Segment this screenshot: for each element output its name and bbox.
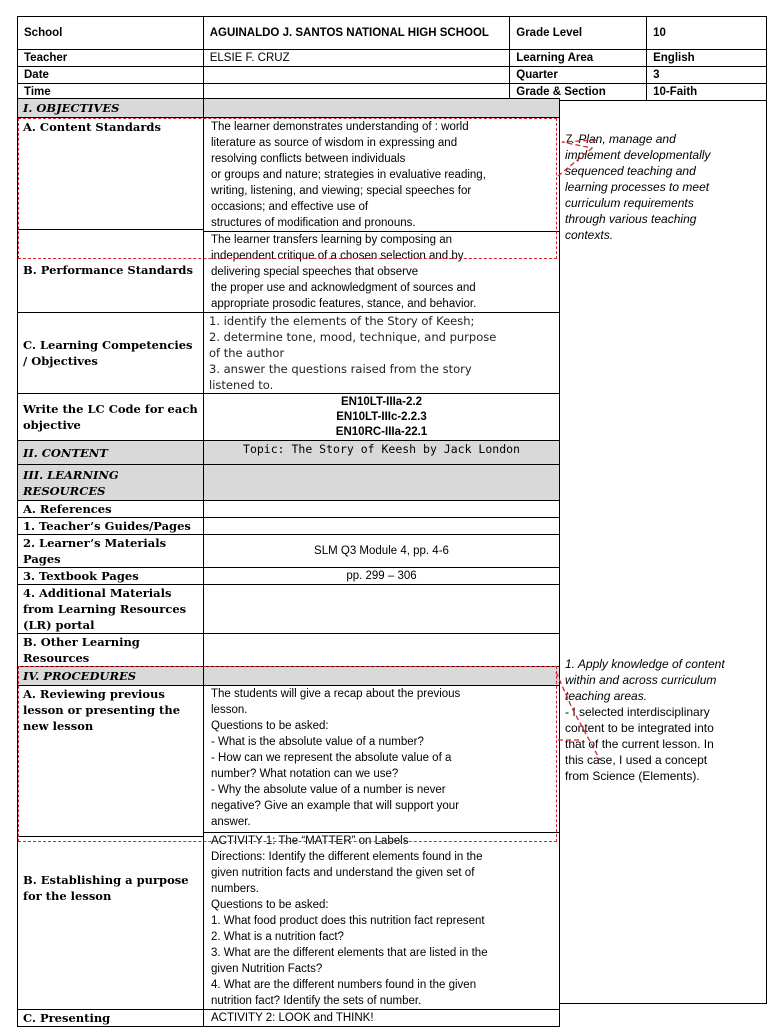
grade-level-value: 10 — [647, 17, 767, 50]
date-label: Date — [18, 67, 204, 84]
additional-materials-label: 4. Additional Materials from Learning Resources (LR) portal — [18, 585, 204, 634]
references-label: A. References — [18, 501, 204, 518]
textbook-label: 3. Textbook Pages — [18, 568, 204, 585]
learners-materials-label: 2. Learner’s Materials Pages — [18, 535, 204, 568]
annotation-box-content-standards — [18, 118, 557, 259]
procedures-heading: IV. PROCEDURES — [18, 667, 204, 686]
header-table — [17, 16, 767, 101]
annotation-note-apply: 1. Apply knowledge of content within and across curriculum teaching areas. - I selected interdisciplinary content to be integrated into that of the current lesson. In this case, I used a concept from Science (Elements). — [565, 657, 725, 783]
grade-level-label: Grade Level — [510, 17, 647, 50]
lc-codes: EN10LT-IIIa-2.2 EN10LT-IIIc-2.2.3 EN10RC-IIIa-22.1 — [204, 394, 560, 441]
teacher-value: ELSIE F. CRUZ — [203, 50, 510, 67]
quarter-value: 3 — [647, 67, 767, 84]
objectives-heading: I. OBJECTIVES — [18, 99, 204, 118]
teacher-label: Teacher — [18, 50, 204, 67]
performance-standards-text: The learner transfers learning by composing an independent critique of a chosen selection and by delivering special speeches that observe the proper use and acknowledgment of sources and appropriate prosodic features, stance, and behavior. — [211, 234, 477, 310]
annotation-connector-1 — [552, 130, 612, 190]
topic-text: Topic: The Story of Keesh by Jack London — [243, 442, 520, 456]
grade-section-label: Grade & Section — [510, 84, 647, 101]
resources-heading: III. LEARNING RESOURCES — [18, 465, 204, 501]
time-label: Time — [18, 84, 204, 101]
presenting-value: ACTIVITY 2: LOOK and THINK! — [204, 1010, 560, 1027]
annotation-box-reviewing — [18, 666, 557, 842]
purpose-label: B. Establishing a purpose for the lesson — [23, 873, 189, 903]
other-resources-label: B. Other Learning Resources — [18, 634, 204, 667]
learning-area-label: Learning Area — [510, 50, 647, 67]
content-standards-label: A. Content Standards B. Performance Standards — [18, 118, 204, 313]
school-value: AGUINALDO J. SANTOS NATIONAL HIGH SCHOOL — [203, 17, 510, 50]
textbook-value: pp. 299 – 306 — [204, 568, 560, 585]
content-standards-text: The learner demonstrates understanding of : world literature as source of wisdom in expressing and resolving conflicts between individuals or groups and nature; strategies in evaluative reading, writing, listening, and viewing; special speeches for occasions; and effective use of structures of modification and pronouns. — [211, 121, 486, 229]
annotation-connector-2 — [552, 668, 612, 768]
lc-code-label: Write the LC Code for each objective — [18, 394, 204, 441]
teachers-guides-label: 1. Teacher’s Guides/Pages — [18, 518, 204, 535]
content-heading: II. CONTENT — [18, 441, 204, 465]
purpose-text: ACTIVITY 1: The “MATTER” on Labels Directions: Identify the different elements found in the given nutrition facts and understand the given set of numbers. Questions to be asked: 1. What food product does this nutrition fact represent 2. What is a nutrition fact? 3. What are the different elements that are listed in the given Nutrition Facts? 4. What are the different numbers found in the given nutrition fact? Identify the sets of number. — [211, 835, 488, 1007]
learners-materials-value: SLM Q3 Module 4, pp. 4-6 — [204, 535, 560, 568]
competencies-text: 1. identify the elements of the Story of Keesh; 2. determine tone, mood, technique, and purpose of the author 3. answer the questions raised from the story listened to. — [204, 313, 560, 394]
performance-standards-label: B. Performance Standards — [23, 263, 193, 277]
date-value — [203, 67, 510, 84]
quarter-label: Quarter — [510, 67, 647, 84]
presenting-label: C. Presenting — [18, 1010, 204, 1027]
reviewing-text: The students will give a recap about the previous lesson. Questions to be asked: - What is the absolute value of a number? - How can we represent the absolute value of a number? What notation can we use? - Why the absolute value of a number is never negative? Give an example that will support your answer. — [211, 688, 461, 828]
competencies-label: C. Learning Competencies / Objectives — [18, 313, 204, 394]
reviewing-label: A. Reviewing previous lesson or presenting the new lesson — [23, 687, 181, 733]
grade-section-value: 10-Faith — [647, 84, 767, 101]
learning-area-value: English — [647, 50, 767, 67]
school-label: School — [18, 17, 204, 50]
annotation-note-plan: 7. Plan, manage and implement developmentally sequenced teaching and learning processes to meet curriculum requirements through various teaching contexts. — [565, 132, 711, 242]
